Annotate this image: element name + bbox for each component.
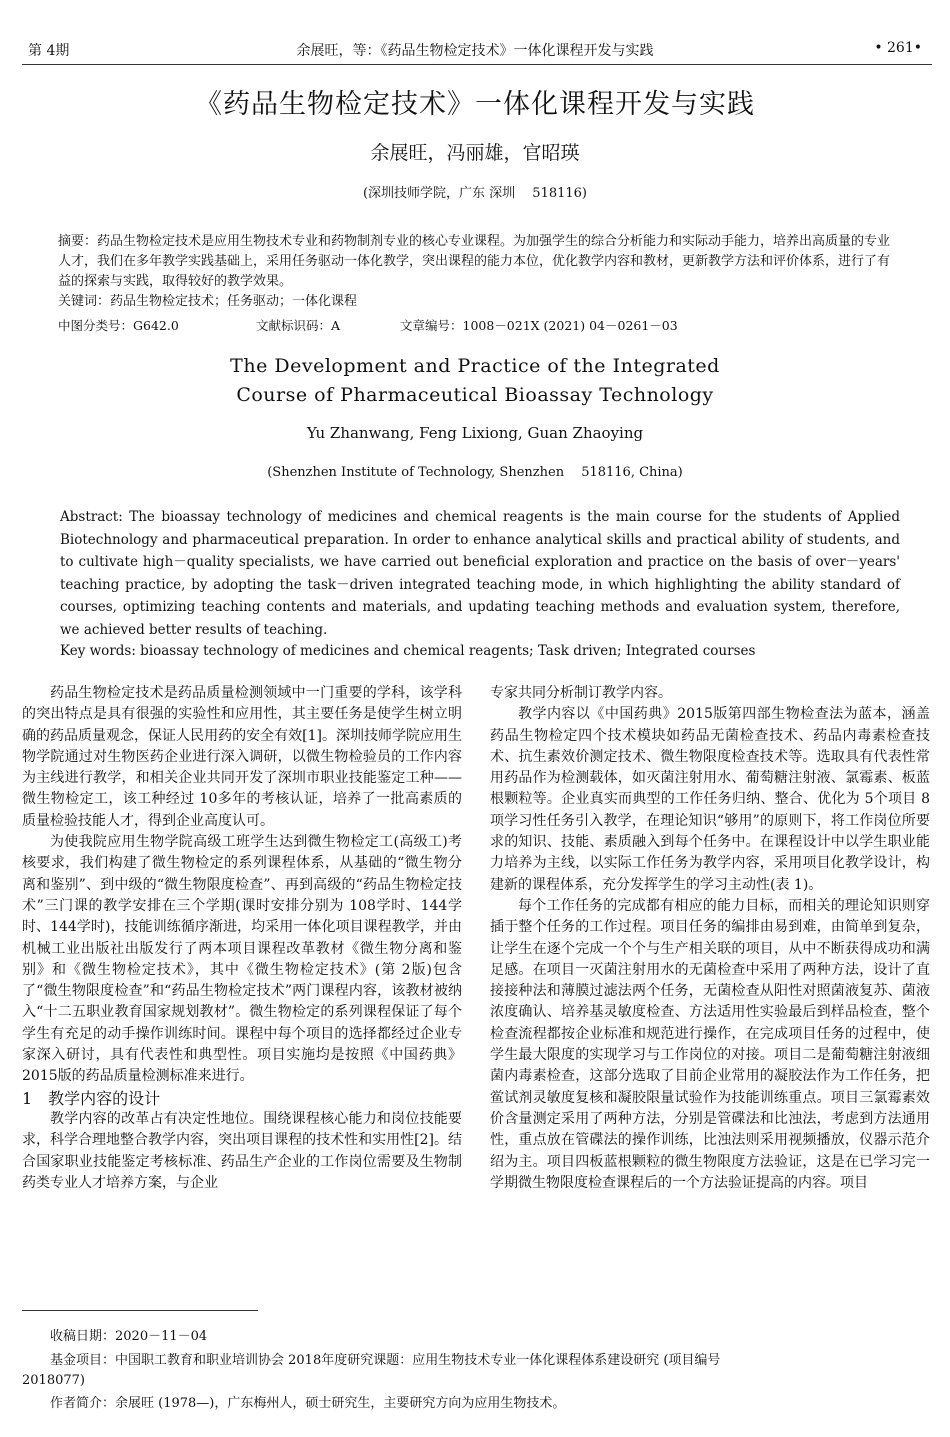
- section-heading: 1 教学内容的设计: [22, 1088, 161, 1108]
- right-column: [490, 683, 930, 1194]
- keywords-cn: 关键词：药品生物检定技术；任务驱动；一体化课程: [58, 294, 358, 309]
- english-affiliation: (Shenzhen Institute of Technology, Shenzhen 518116, China): [267, 465, 683, 480]
- footnote-received: 收稿日期：2020－11－04: [50, 1329, 208, 1344]
- paragraph: 专家共同分析制订教学内容。: [490, 685, 672, 701]
- paragraph: 药品生物检定技术是药品质量检测领域中一门重要的学科，该学科的突出特点是具有很强的实验性和应用性，其主要任务是使学生树立明确的药品质量观念，保证人民用药的安全有效[1]。深圳技师学院应用生物学院通过对生物医药企业进行深入调研，以微生物检验员的工作内容为主线进行教学，和相关企业共同开发了深圳市职业技能鉴定工种——微生物检定工，该工种经过 10多年的考核认证，培养了一批高素质的质量检验技能人才，得到企业高度认可。: [22, 685, 462, 829]
- page-number: • 261•: [874, 40, 922, 56]
- paragraph: 教学内容的改革占有决定性地位。围绕课程核心能力和岗位技能要求，科学合理地整合教学内容，突出项目课程的技术性和实用性[2]。结合国家职业技能鉴定考核标准、药品生产企业的工作岗位需要及生物制药类专业人才培养方案，与企业: [22, 1110, 462, 1191]
- paragraph: 教学内容以《中国药典》2015版第四部生物检查法为蓝本，涵盖药品生物检定四个技术模块如药品无菌检查技术、药品内毒素检查技术、抗生素效价测定技术、微生物限度检查技术等。选取具有代表性常用药品作为检测载体，如灭菌注射用水、葡萄糖注射液、氯霉素、板蓝根颗粒等。企业真实而典型的工作任务归纳、整合、优化为 5个项目 8项学习性任务引入教学，在理论知识“够用”的原则下，将工作岗位所要求的知识、技能、素质融入到每个任务中。在课程设计中以学生职业能力培养为主线，以实际工作任务为教学内容，采用项目化教学设计，构建新的课程体系，充分发挥学生的学习主动性(表 1)。: [490, 706, 930, 893]
- english-title: [0, 352, 950, 410]
- paragraph: 为使我院应用生物学院高级工班学生达到微生物检定工(高级工)考核要求，我们构建了微生物检定的系列课程体系，从基础的“微生物分离和鉴别”、到中级的“微生物限度检查”、再到高级的“药品生物检定技术”三门课的教学安排在三个学期(课时安排分别为 108学时、144学时、144学时)，技能训练循序渐进，均采用一体化项目课程教学，并由机械工业出版社出版发行了两本项目课程改革教材《微生物分离和鉴别》和《微生物检定技术》，其中《微生物检定技术》(第 2版)包含了“微生物限度检查”和“药品生物检定技术”两门课程内容，该教材被纳入“十二五职业教育国家规划教材”。微生物检定的系列课程保证了每个学生有充足的动手操作训练时间。课程中每个项目的选择都经过企业专家深入研讨，具有代表性和典型性。项目实施均是按照《中国药典》2015版的药品质量检测标准来进行。: [22, 834, 462, 1085]
- footnote-fund: 基金项目：中国职工教育和职业培训协会 2018年度研究课题：应用生物技术专业一体化课程体系建设研究 (项目编号: [50, 1353, 721, 1368]
- abstract-cn: 摘要：药品生物检定技术是应用生物技术专业和药物制剂专业的核心专业课程。为加强学生的综合分析能力和实际动手能力，培养出高质量的专业人才，我们在多年教学实践基础上，采用任务驱动一体化教学，突出课程的能力本位，优化教学内容和教材，更新教学方法和评价体系，进行了有益的探索与实践，取得较好的教学效果。: [58, 234, 891, 289]
- document-code: 文献标识码：A: [256, 318, 341, 333]
- english-authors: Yu Zhanwang, Feng Lixiong, Guan Zhaoying: [306, 424, 644, 442]
- affiliation: (深圳技师学院，广东 深圳 518116): [362, 186, 588, 201]
- running-title: 余展旺，等：《药品生物检定技术》一体化课程开发与实践: [296, 43, 654, 59]
- english-keywords: Key words: bioassay technology of medicines and chemical reagents; Task driven; Integrated courses: [60, 643, 756, 659]
- footnote-fund-continued: 2018077): [22, 1373, 85, 1388]
- authors: 余展旺，冯丽雄，官昭瑛: [370, 142, 580, 164]
- english-title-line-2: Course of Pharmaceutical Bioassay Technology: [236, 384, 714, 406]
- header-rule: [22, 64, 932, 65]
- clc-number: 中图分类号：G642.0: [58, 318, 179, 333]
- footnote-author: 作者简介：余展旺 (1978—)，广东梅州人，硕士研究生，主要研究方向为应用生物技术。: [50, 1396, 566, 1411]
- footnote-rule: [22, 1310, 258, 1311]
- article-title: 《药品生物检定技术》一体化课程开发与实践: [195, 89, 755, 120]
- english-title-line-1: The Development and Practice of the Integrated: [230, 355, 720, 377]
- left-column: [22, 683, 462, 1194]
- article-number: 文章编号：1008－021X (2021) 04－0261－03: [400, 318, 678, 333]
- issue-number: 第 4期: [28, 43, 70, 59]
- english-abstract: Abstract: The bioassay technology of medicines and chemical reagents is the main course for the students of Applied Biotechnology and pharmaceutical preparation. In order to enhance analytical skills and practical ability of students, and to cultivate high－quality specialists, we have carried out beneficial exploration and practice on the basis of over－years' teaching practice, by adopting the task－driven integrated teaching mode, in which highlighting the ability standard of courses, optimizing teaching contents and materials, and updating teaching methods and evaluation system, therefore, we achieved better results of teaching.: [60, 509, 900, 638]
- paragraph: 每个工作任务的完成都有相应的能力目标，而相关的理论知识则穿插于整个任务的工作过程。项目任务的编排由易到难，由简单到复杂，让学生在逐个完成一个个与生产相关联的项目，从中不断获得成功和满足感。在项目一灭菌注射用水的无菌检查中采用了两种方法，设计了直接接种法和薄膜过滤法两个任务，无菌检查从阳性对照菌液复苏、菌液浓度确认、培养基灵敏度检查、方法适用性实验最后到样品检查，整个检查流程都按企业标准和规范进行操作，在完成项目任务的过程中，使学生最大限度的实现学习与工作岗位的对接。项目二是葡萄糖注射液细菌内毒素检查，这部分选取了目前企业常用的凝胶法作为工作任务，把鲎试剂灵敏度复核和凝胶限量试验作为技能训练重点。项目三氯霉素效价含量测定采用了两种方法，分别是管碟法和比浊法，考虑到方法通用性，重点放在管碟法的操作训练，比浊法则采用视频播放，仪器示范介绍为主。项目四板蓝根颗粒的微生物限度方法验证，这是在已学习完一学期微生物限度检查课程后的一个方法验证提高的内容。项目: [490, 897, 930, 1191]
